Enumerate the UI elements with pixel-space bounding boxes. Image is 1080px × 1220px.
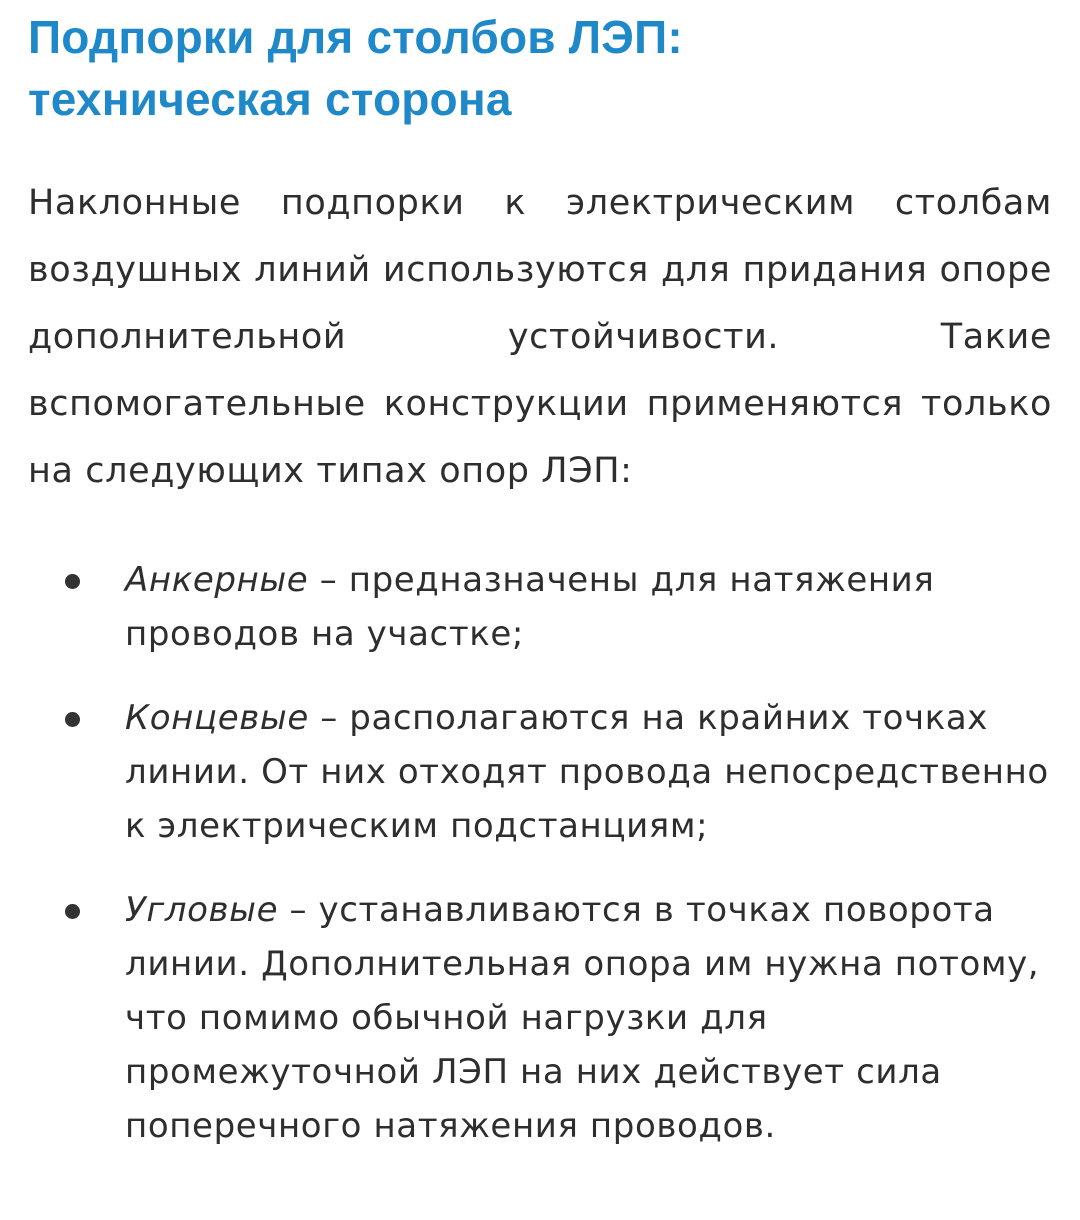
list-item-description: – располагаются на крайних точках линии. От них отходят провода непосредственно к электрическим подстанциям; (125, 698, 1049, 846)
list-item-terminal (28, 691, 1052, 853)
heading-line-1: Подпорки для столбов ЛЭП: (28, 11, 683, 63)
intro-paragraph: Наклонные подпорки к электрическим столбам воздушных линий используются для придания опоре дополнительной устойчивости. Такие вспомогательные конструкции применяются только на следующих типах опор ЛЭП: (28, 183, 1052, 491)
article-heading (28, 0, 1052, 130)
heading-line-2: техническая сторона (28, 73, 512, 125)
list-item-term: Концевые (125, 698, 309, 738)
list-item-anchor (28, 553, 1052, 661)
list-item-angle (28, 883, 1052, 1153)
bullet-icon (65, 904, 80, 919)
list-item-description: – устанавливаются в точках поворота линии. Дополнительная опора им нужна потому, что помимо обычной нагрузки для промежуточной ЛЭП на них действует сила поперечного натяжения проводов. (125, 890, 1040, 1146)
list-item-description: – предназначены для натяжения проводов на участке; (125, 560, 935, 654)
list-item-term: Угловые (125, 890, 279, 930)
support-types-list (28, 553, 1052, 1153)
list-item-term: Анкерные (125, 560, 309, 600)
bullet-icon (65, 712, 80, 727)
bullet-icon (65, 574, 80, 589)
